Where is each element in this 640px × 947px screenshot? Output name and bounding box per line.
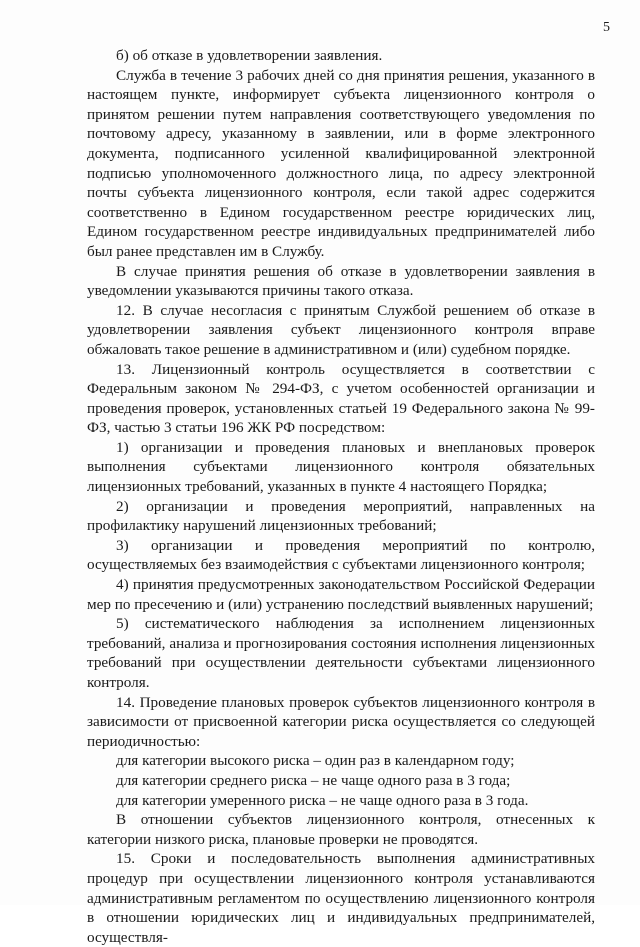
paragraph-6: 1) организации и проведения плановых и внеплановых проверок выполнения субъектами лицензионного контроля обязательных лицензионных требований, указанных в пункте 4 настоящего Порядка; <box>87 438 595 496</box>
page-number: 5 <box>603 20 610 35</box>
paragraph-11: 14. Проведение плановых проверок субъектов лицензионного контроля в зависимости от присвоенной категории риска осуществляется со следующей периодичностью: <box>87 693 595 750</box>
paragraph-7: 2) организации и проведения мероприятий, направленных на профилактику нарушений лицензионных требований; <box>87 497 595 535</box>
paragraph-3: В случае принятия решения об отказе в удовлетворении заявления в уведомлении указываются причины такого отказа. <box>87 262 595 300</box>
paragraph-16: 15. Сроки и последовательность выполнения административных процедур при осуществлении лицензионного контроля устанавливаются административным регламентом по осуществлению лицензионного контроля в отношении юридических лиц и индивидуальных предпринимателей, осуществля- <box>87 850 595 946</box>
paragraph-15: В отношении субъектов лицензионного контроля, отнесенных к категории низкого риска, плановые проверки не проводятся. <box>87 811 595 848</box>
paragraph-9: 4) принятия предусмотренных законодательством Российской Федерации мер по пресечению и (или) устранению последствий выявленных нарушений; <box>87 576 595 613</box>
paragraph-14: для категории умеренного риска – не чаще одного раза в 3 года. <box>116 791 529 809</box>
paragraph-8: 3) организации и проведения мероприятий по контролю, осуществляемых без взаимодействия с субъектами лицензионного контроля; <box>87 536 595 574</box>
paragraph-4: 12. В случае несогласия с принятым Службой решением об отказе в удовлетворении заявления субъект лицензионного контроля вправе обжаловать такое решение в административном и (или) судебном порядке. <box>87 301 595 358</box>
paragraph-1: б) об отказе в удовлетворении заявления. <box>116 47 383 64</box>
paragraph-13: для категории среднего риска – не чаще одного раза в 3 года; <box>116 771 511 789</box>
paragraph-2: Служба в течение 3 рабочих дней со дня принятия решения, указанного в настоящем пункте, информирует субъекта лицензионного контроля о принятом решении путем направления соответствующего уведомления по почтовому адресу, указанному в заявлении, или в форме электронного документа, подписанного усиленной квалифицированной электронной подписью уполномоченного должностного лица, по адресу электронной почты субъекта лицензионного контроля, если такой адрес содержится соответственно в Едином государственном реестре юридических лиц, Едином государственном реестре индивидуальных предпринимателей либо был ранее представлен им в Службу. <box>87 66 595 260</box>
paragraph-12: для категории высокого риска – один раз в календарном году; <box>116 752 515 770</box>
document-body <box>87 46 595 947</box>
paragraph-10: 5) систематического наблюдения за исполнением лицензионных требований, анализа и прогнозирования состояния исполнения лицензионных требований при осуществлении деятельности субъектами лицензионного контроля. <box>87 615 595 691</box>
paragraph-5: 13. Лицензионный контроль осуществляется в соответствии с Федеральным законом № 294-ФЗ, с учетом особенностей организации и проведения проверок, установленных статьей 19 Федерального закона № 99-ФЗ, частью 3 статьи 196 ЖК РФ посредством: <box>87 360 595 437</box>
